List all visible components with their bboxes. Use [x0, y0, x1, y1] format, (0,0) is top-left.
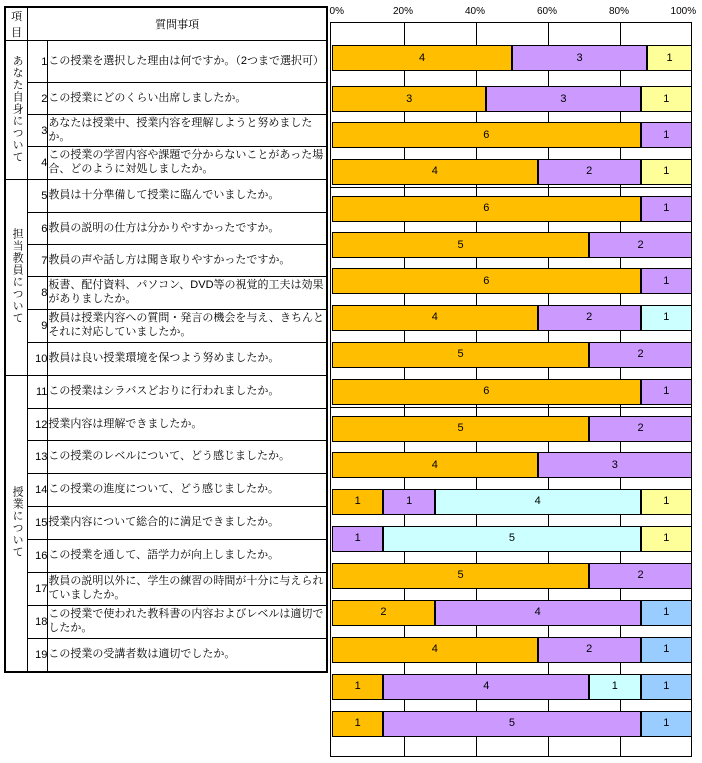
question-text: 授業内容は理解できましたか。 [48, 409, 327, 441]
bar-segment: 1 [641, 196, 692, 222]
bar-segment: 1 [641, 86, 692, 112]
bar-segment: 2 [589, 232, 692, 258]
question-number: 2 [28, 83, 48, 115]
table-row [6, 474, 327, 507]
bar-segment: 5 [332, 342, 589, 368]
question-text: この授業の進度について、どう感じましたか。 [48, 474, 327, 507]
question-number: 1 [28, 41, 48, 83]
bar-row-6 [331, 232, 691, 258]
header-question: 質問事項 [28, 8, 327, 41]
bar-segment: 1 [641, 379, 692, 405]
bar-row-4 [331, 159, 691, 185]
bar-segment: 5 [383, 711, 640, 737]
bar-segment: 2 [538, 305, 641, 331]
question-number: 4 [28, 147, 48, 180]
category-label: あなた自身について [11, 54, 24, 163]
table-row [6, 540, 327, 573]
bar-row-11 [331, 416, 691, 442]
bar-segment: 6 [332, 379, 641, 405]
table-row [6, 573, 327, 606]
question-number: 10 [28, 343, 48, 376]
category-label: 担当教員について [11, 228, 24, 324]
question-text: 教員の説明以外に、学生の練習の時間が十分に与えられていましたか。 [48, 573, 327, 606]
x-tick-100pct: 100% [670, 6, 697, 17]
question-number: 3 [28, 115, 48, 147]
bar-segment: 4 [383, 674, 589, 700]
bar-segment: 1 [641, 526, 692, 552]
bar-segment: 2 [589, 342, 692, 368]
question-number: 17 [28, 573, 48, 606]
table-row [6, 115, 327, 147]
table-row [6, 83, 327, 115]
bar-row-15 [331, 563, 691, 589]
bar-segment: 1 [641, 268, 692, 294]
question-text: 教員の説明の仕方は分かりやすかったですか。 [48, 213, 327, 245]
bar-segment: 4 [435, 600, 641, 626]
question-number: 14 [28, 474, 48, 507]
question-text: この授業の受講者数は適切でしたか。 [48, 639, 327, 672]
bar-segment: 1 [383, 489, 434, 515]
question-number: 18 [28, 606, 48, 639]
bar-segment: 1 [641, 674, 692, 700]
table-row [6, 639, 327, 672]
bar-row-13 [331, 489, 691, 515]
question-text: この授業にどのくらい出席しましたか。 [48, 83, 327, 115]
bar-row-18 [331, 674, 691, 700]
table-row [6, 343, 327, 376]
question-table [5, 7, 327, 672]
question-number: 15 [28, 507, 48, 540]
bar-segment: 5 [332, 563, 589, 589]
bar-segment: 2 [538, 159, 641, 185]
bar-segment: 3 [332, 86, 486, 112]
question-number: 9 [28, 310, 48, 343]
bar-row-1 [331, 45, 691, 71]
bar-segment: 3 [486, 86, 640, 112]
table-row [6, 441, 327, 474]
bar-segment: 2 [589, 416, 692, 442]
table-row [6, 213, 327, 245]
bar-segment: 5 [332, 416, 589, 442]
question-number: 13 [28, 441, 48, 474]
question-text: 板書、配付資料、パソコン、DVD等の視覚的工夫は効果がありましたか。 [48, 277, 327, 310]
x-tick-20pct: 20% [392, 6, 414, 17]
category-cell [6, 41, 28, 180]
bar-row-5 [331, 196, 691, 222]
question-text: 授業内容について総合的に満足できましたか。 [48, 507, 327, 540]
table-row [6, 507, 327, 540]
bar-row-12 [331, 452, 691, 478]
question-number: 11 [28, 376, 48, 409]
table-row [6, 147, 327, 180]
bar-row-9 [331, 342, 691, 368]
question-number: 19 [28, 639, 48, 672]
question-text: この授業で使われた教科書の内容およびレベルは適切でしたか。 [48, 606, 327, 639]
bar-segment: 1 [589, 674, 640, 700]
bar-segment: 1 [641, 305, 692, 331]
question-text: 教員は授業内容への質問・発言の機会を与え、きちんとそれに対応していましたか。 [48, 310, 327, 343]
bar-row-14 [331, 526, 691, 552]
question-number: 6 [28, 213, 48, 245]
bar-row-8 [331, 305, 691, 331]
bar-row-7 [331, 268, 691, 294]
question-text: この授業を選択した理由は何ですか。（2つまで選択可） [48, 41, 327, 83]
question-text: この授業はシラバスどおりに行われましたか。 [48, 376, 327, 409]
bar-segment: 3 [538, 452, 692, 478]
bar-segment: 2 [538, 637, 641, 663]
table-row [6, 606, 327, 639]
bar-segment: 1 [332, 526, 383, 552]
category-label: 授業について [11, 486, 24, 558]
bar-segment: 5 [332, 232, 589, 258]
bar-segment: 3 [512, 45, 647, 71]
bar-segment: 1 [641, 489, 692, 515]
group-separator-1 [331, 187, 691, 188]
question-number: 7 [28, 245, 48, 277]
table-row [6, 310, 327, 343]
bar-segment: 4 [332, 305, 538, 331]
table-row [6, 277, 327, 310]
x-axis-tick-labels [330, 6, 696, 22]
bar-segment: 4 [332, 45, 512, 71]
bar-row-17 [331, 637, 691, 663]
bar-segment: 6 [332, 268, 641, 294]
group-separator-2 [331, 407, 691, 408]
question-number: 5 [28, 180, 48, 213]
bar-segment: 6 [332, 122, 641, 148]
bar-row-3 [331, 122, 691, 148]
bar-segment: 1 [641, 711, 692, 737]
question-text: 教員は十分準備して授業に臨んでいましたか。 [48, 180, 327, 213]
table-row [6, 376, 327, 409]
bar-segment: 1 [332, 711, 383, 737]
question-number: 12 [28, 409, 48, 441]
x-tick-80pct: 80% [608, 6, 630, 17]
question-text: この授業を通して、語学力が向上しましたか。 [48, 540, 327, 573]
question-text: あなたは授業中、授業内容を理解しようと努めましたか。 [48, 115, 327, 147]
question-number: 16 [28, 540, 48, 573]
bar-segment: 4 [435, 489, 641, 515]
table-row [6, 41, 327, 83]
category-cell [6, 376, 28, 672]
bar-segment: 1 [641, 637, 692, 663]
chart-plot-area [330, 22, 692, 757]
chart [330, 6, 696, 757]
bar-segment: 2 [332, 600, 435, 626]
bar-row-10 [331, 379, 691, 405]
question-table-wrap [4, 6, 328, 673]
table-row [6, 409, 327, 441]
bar-segment: 2 [589, 563, 692, 589]
question-text: この授業の学習内容や課題で分からないことがあった場合、どのように対処しましたか。 [48, 147, 327, 180]
x-tick-0pct: 0% [329, 6, 345, 17]
x-tick-40pct: 40% [464, 6, 486, 17]
bar-segment: 1 [647, 45, 692, 71]
table-row [6, 180, 327, 213]
question-text: 教員は良い授業環境を保つよう努めましたか。 [48, 343, 327, 376]
bar-segment: 4 [332, 637, 538, 663]
bar-segment: 4 [332, 452, 538, 478]
bar-segment: 5 [383, 526, 640, 552]
question-text: この授業のレベルについて、どう感じましたか。 [48, 441, 327, 474]
question-number: 8 [28, 277, 48, 310]
table-header-row [6, 8, 327, 41]
bar-segment: 1 [332, 674, 383, 700]
bar-segment: 4 [332, 159, 538, 185]
bar-row-16 [331, 600, 691, 626]
header-category: 項目 [6, 8, 28, 41]
bar-segment: 1 [641, 159, 692, 185]
bar-segment: 1 [641, 122, 692, 148]
question-table-body [6, 41, 327, 672]
question-text: 教員の声や話し方は聞き取りやすかったですか。 [48, 245, 327, 277]
bar-row-2 [331, 86, 691, 112]
bar-row-19 [331, 711, 691, 737]
bar-segment: 1 [641, 600, 692, 626]
x-tick-60pct: 60% [536, 6, 558, 17]
bar-segment: 1 [332, 489, 383, 515]
bar-segment: 6 [332, 196, 641, 222]
category-cell [6, 180, 28, 376]
table-row [6, 245, 327, 277]
